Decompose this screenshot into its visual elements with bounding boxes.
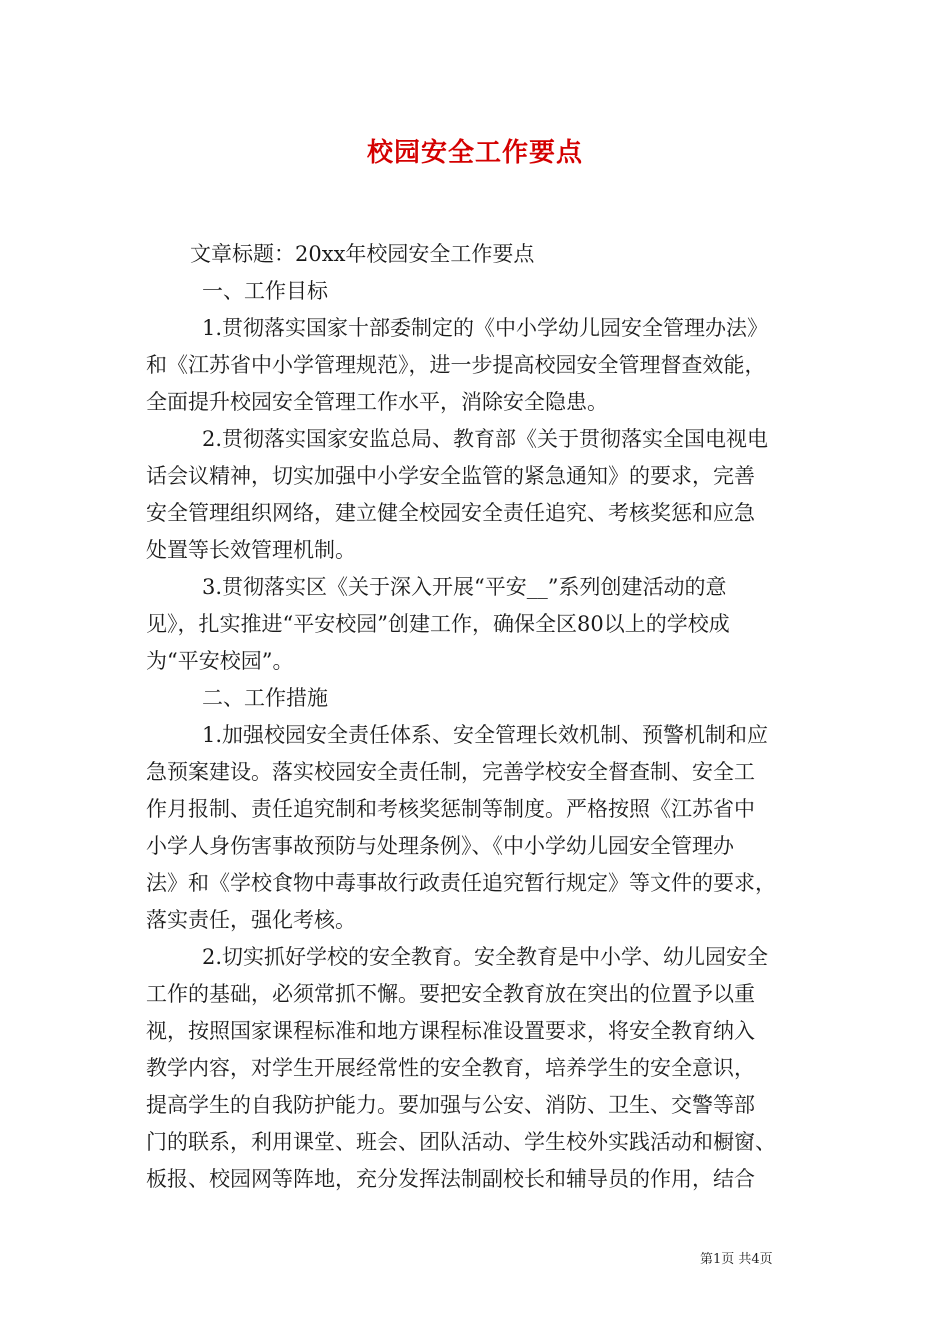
paragraph-line: 3.贯彻落实区《关于深入开展“平安__”系列创建活动的意 bbox=[202, 575, 727, 599]
paragraph-line: 处置等长效管理机制。 bbox=[146, 538, 356, 562]
paragraph-line: 视，按照国家课程标准和地方课程标准设置要求，将安全教育纳入 bbox=[146, 1019, 755, 1043]
paragraph-line: 全面提升校园安全管理工作水平，消除安全隐患。 bbox=[146, 390, 608, 414]
paragraph-line: 文章标题：20xx年校园安全工作要点 bbox=[190, 242, 535, 266]
paragraph-line: 和《江苏省中小学管理规范》，进一步提高校园安全管理督查效能， bbox=[146, 353, 766, 377]
paragraph-line: 门的联系，利用课堂、班会、团队活动、学生校外实践活动和橱窗、 bbox=[146, 1130, 776, 1154]
paragraph-line: 工作的基础，必须常抓不懈。要把安全教育放在突出的位置予以重 bbox=[146, 982, 755, 1006]
page-number-footer: 第1页 共4页 bbox=[700, 1252, 773, 1267]
section-heading: 二、工作措施 bbox=[202, 686, 328, 710]
paragraph-line: 教学内容，对学生开展经常性的安全教育，培养学生的安全意识， bbox=[146, 1056, 755, 1080]
section-heading: 一、工作目标 bbox=[202, 279, 328, 303]
paragraph-line: 急预案建设。落实校园安全责任制，完善学校安全督查制、安全工 bbox=[146, 760, 755, 784]
paragraph-line: 为“平安校园”。 bbox=[146, 649, 294, 673]
paragraph-line: 2.贯彻落实国家安监总局、教育部《关于贯彻落实全国电视电 bbox=[202, 427, 769, 451]
paragraph-line: 安全管理组织网络，建立健全校园安全责任追究、考核奖惩和应急 bbox=[146, 501, 755, 525]
paragraph-line: 提高学生的自我防护能力。要加强与公安、消防、卫生、交警等部 bbox=[146, 1093, 755, 1117]
paragraph-line: 作月报制、责任追究制和考核奖惩制等制度。严格按照《江苏省中 bbox=[146, 797, 755, 821]
paragraph-line: 小学人身伤害事故预防与处理条例》、《中小学幼儿园安全管理办 bbox=[146, 834, 734, 858]
paragraph-line: 2.切实抓好学校的安全教育。安全教育是中小学、幼儿园安全 bbox=[202, 945, 769, 969]
paragraph-line: 1.加强校园安全责任体系、安全管理长效机制、预警机制和应 bbox=[202, 723, 769, 747]
paragraph-line: 1.贯彻落实国家十部委制定的《中小学幼儿园安全管理办法》 bbox=[202, 316, 769, 340]
paragraph-line: 见》，扎实推进“平安校园”创建工作，确保全区80以上的学校成 bbox=[146, 612, 730, 636]
paragraph-line: 话会议精神，切实加强中小学安全监管的紧急通知》的要求，完善 bbox=[146, 464, 755, 488]
document-body bbox=[146, 236, 814, 1198]
paragraph-line: 落实责任，强化考核。 bbox=[146, 908, 356, 932]
paragraph-line: 板报、校园网等阵地，充分发挥法制副校长和辅导员的作用，结合 bbox=[146, 1167, 755, 1191]
document-title: 校园安全工作要点 bbox=[366, 138, 583, 168]
paragraph-line: 法》和《学校食物中毒事故行政责任追究暂行规定》等文件的要求， bbox=[146, 871, 776, 895]
